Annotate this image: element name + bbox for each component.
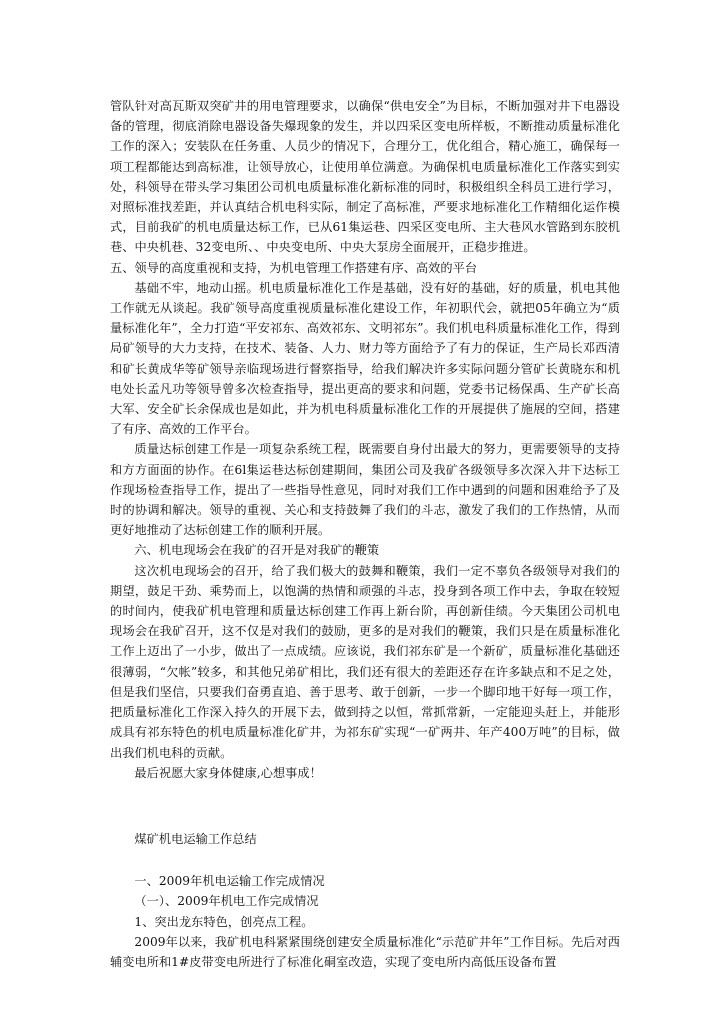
paragraph-closing-wishes: 最后祝愿大家身体健康,心想事成！ xyxy=(134,765,322,780)
item-longdong-feature: 1、突出龙东特色，创亮点工程。 xyxy=(134,914,314,929)
paragraph-electrical-team: 管队针对高瓦斯双突矿井的用电管理要求，以确保“供电安全”为目标，不断加强对井下电器设备的管理，彻底消除电器设备失爆现象的发生，并以四采区变电所样板，不断推动质量标准化工作的深入；安装队在任务重、人员少的情况下，合理分工，优化组合，精心施工，确保每一项工程都能达到高标准，让领导放心，让使用单位满意。为确保机电质量标准化工作落实到实处，科领导在带头学习集团公司机电质量标准化新标准的同时，积极组织全科员工进行学习，对照标准找差距，并认真结合机电科实际，制定了高标准，严要求地标准化工作精细化运作模式，目前我矿的机电质量达标工作，已从61集运巷、四采区变电所、主大巷风水管路到东胶机巷、中央机巷、32变电所、、中央变电所、中央大泵房全面展开，正稳步推进。 xyxy=(110,99,620,255)
title-spacer xyxy=(110,849,620,871)
section6-heading: 六、机电现场会在我矿的召开是对我矿的鞭策 xyxy=(134,543,380,558)
section5-heading: 五、领导的高度重视和支持，为机电管理工作搭建有序、高效的平台 xyxy=(110,260,478,275)
section-spacer xyxy=(110,783,620,829)
paragraph-site-meeting: 这次机电现场会的召开，给了我们极大的鼓舞和鞭策，我们一定不辜负各级领导对我们的期望，鼓足干劲、乘势而上，以饱满的热情和顽强的斗志，投身到各项工作中去，争取在较短的时间内，使我矿机电管理和质量达标创建工作再上新台阶，再创新佳绩。今天集团公司机电现场会在我矿召开，这不仅是对我们的鼓励，更多的是对我们的鞭策，我们只是在质量标准化工作上迈出了一小步，做出了一点成绩。应该说，我们祁东矿是一个新矿，质量标准化基础还很薄弱，“欠帐”较多，和其他兄弟矿相比，我们还有很大的差距还存在许多缺点和不足之处，但是我们坚信，只要我们奋勇直追、善于思考、敢于创新，一步一个脚印地干好每一项工作，把质量标准化工作深入持久的开展下去，做到持之以恒，常抓常新，一定能迎头赶上，并能形成具有祁东特色的机电质量标准化矿井，为祁东矿实现“一矿两井、年产400万吨”的目标，做出我们机电科的贡献。 xyxy=(110,563,620,760)
paragraph-2009-work: 2009年以来，我矿机电科紧紧围绕创建安全质量标准化“示范矿井年”工作目标。先后对西辅变电所和1#皮带变电所进行了标准化硐室改造，实现了变电所内高低压设备布置 xyxy=(110,934,620,969)
new-document-title: 煤矿机电运输工作总结 xyxy=(134,831,257,846)
subheading-electrical-work: （一）、2009年机电工作完成情况 xyxy=(134,894,319,909)
document-page xyxy=(110,96,620,972)
heading-2009-completion: 一、2009年机电运输工作完成情况 xyxy=(134,874,325,889)
paragraph-leadership-support: 基础不牢，地动山摇。机电质量标准化工作是基础，没有好的基础，好的质量，机电其他工作就无从谈起。我矿领导高度重视质量标准化建设工作，年初职代会，就把05年确立为“质量标准化年”，全力打造“平安祁东、高效祁东、文明祁东”。我们机电科质量标准化工作，得到局矿领导的大力支持，在技术、装备、人力、财力等方面给予了有力的保证，生产局长邓西清和矿长黄成华等矿领导亲临现场进行督察指导，给我们解决许多实际问题分管矿长黄晓东和机电处长孟凡功等领导曾多次检查指导，提出更高的要求和问题，党委书记杨保禹、生产矿长高大军、安全矿长余保成也是如此，并为机电科质量标准化工作的开展提供了施展的空间，搭建了有序、高效的工作平台。 xyxy=(110,280,620,437)
paragraph-quality-project: 质量达标创建工作是一项复杂系统工程，既需要自身付出最大的努力，更需要领导的支持和方方面面的协作。在6l集运巷达标创建期间，集团公司及我矿各级领导多次深入井下达标工作现场检查指导工作，提出了一些指导性意见，同时对我们工作中遇到的问题和困难给予了及时的协调和解决。领导的重视、关心和支持鼓舞了我们的斗志，激发了我们的工作热情，从而更好地推动了达标创建工作的顺利开展。 xyxy=(110,442,620,538)
